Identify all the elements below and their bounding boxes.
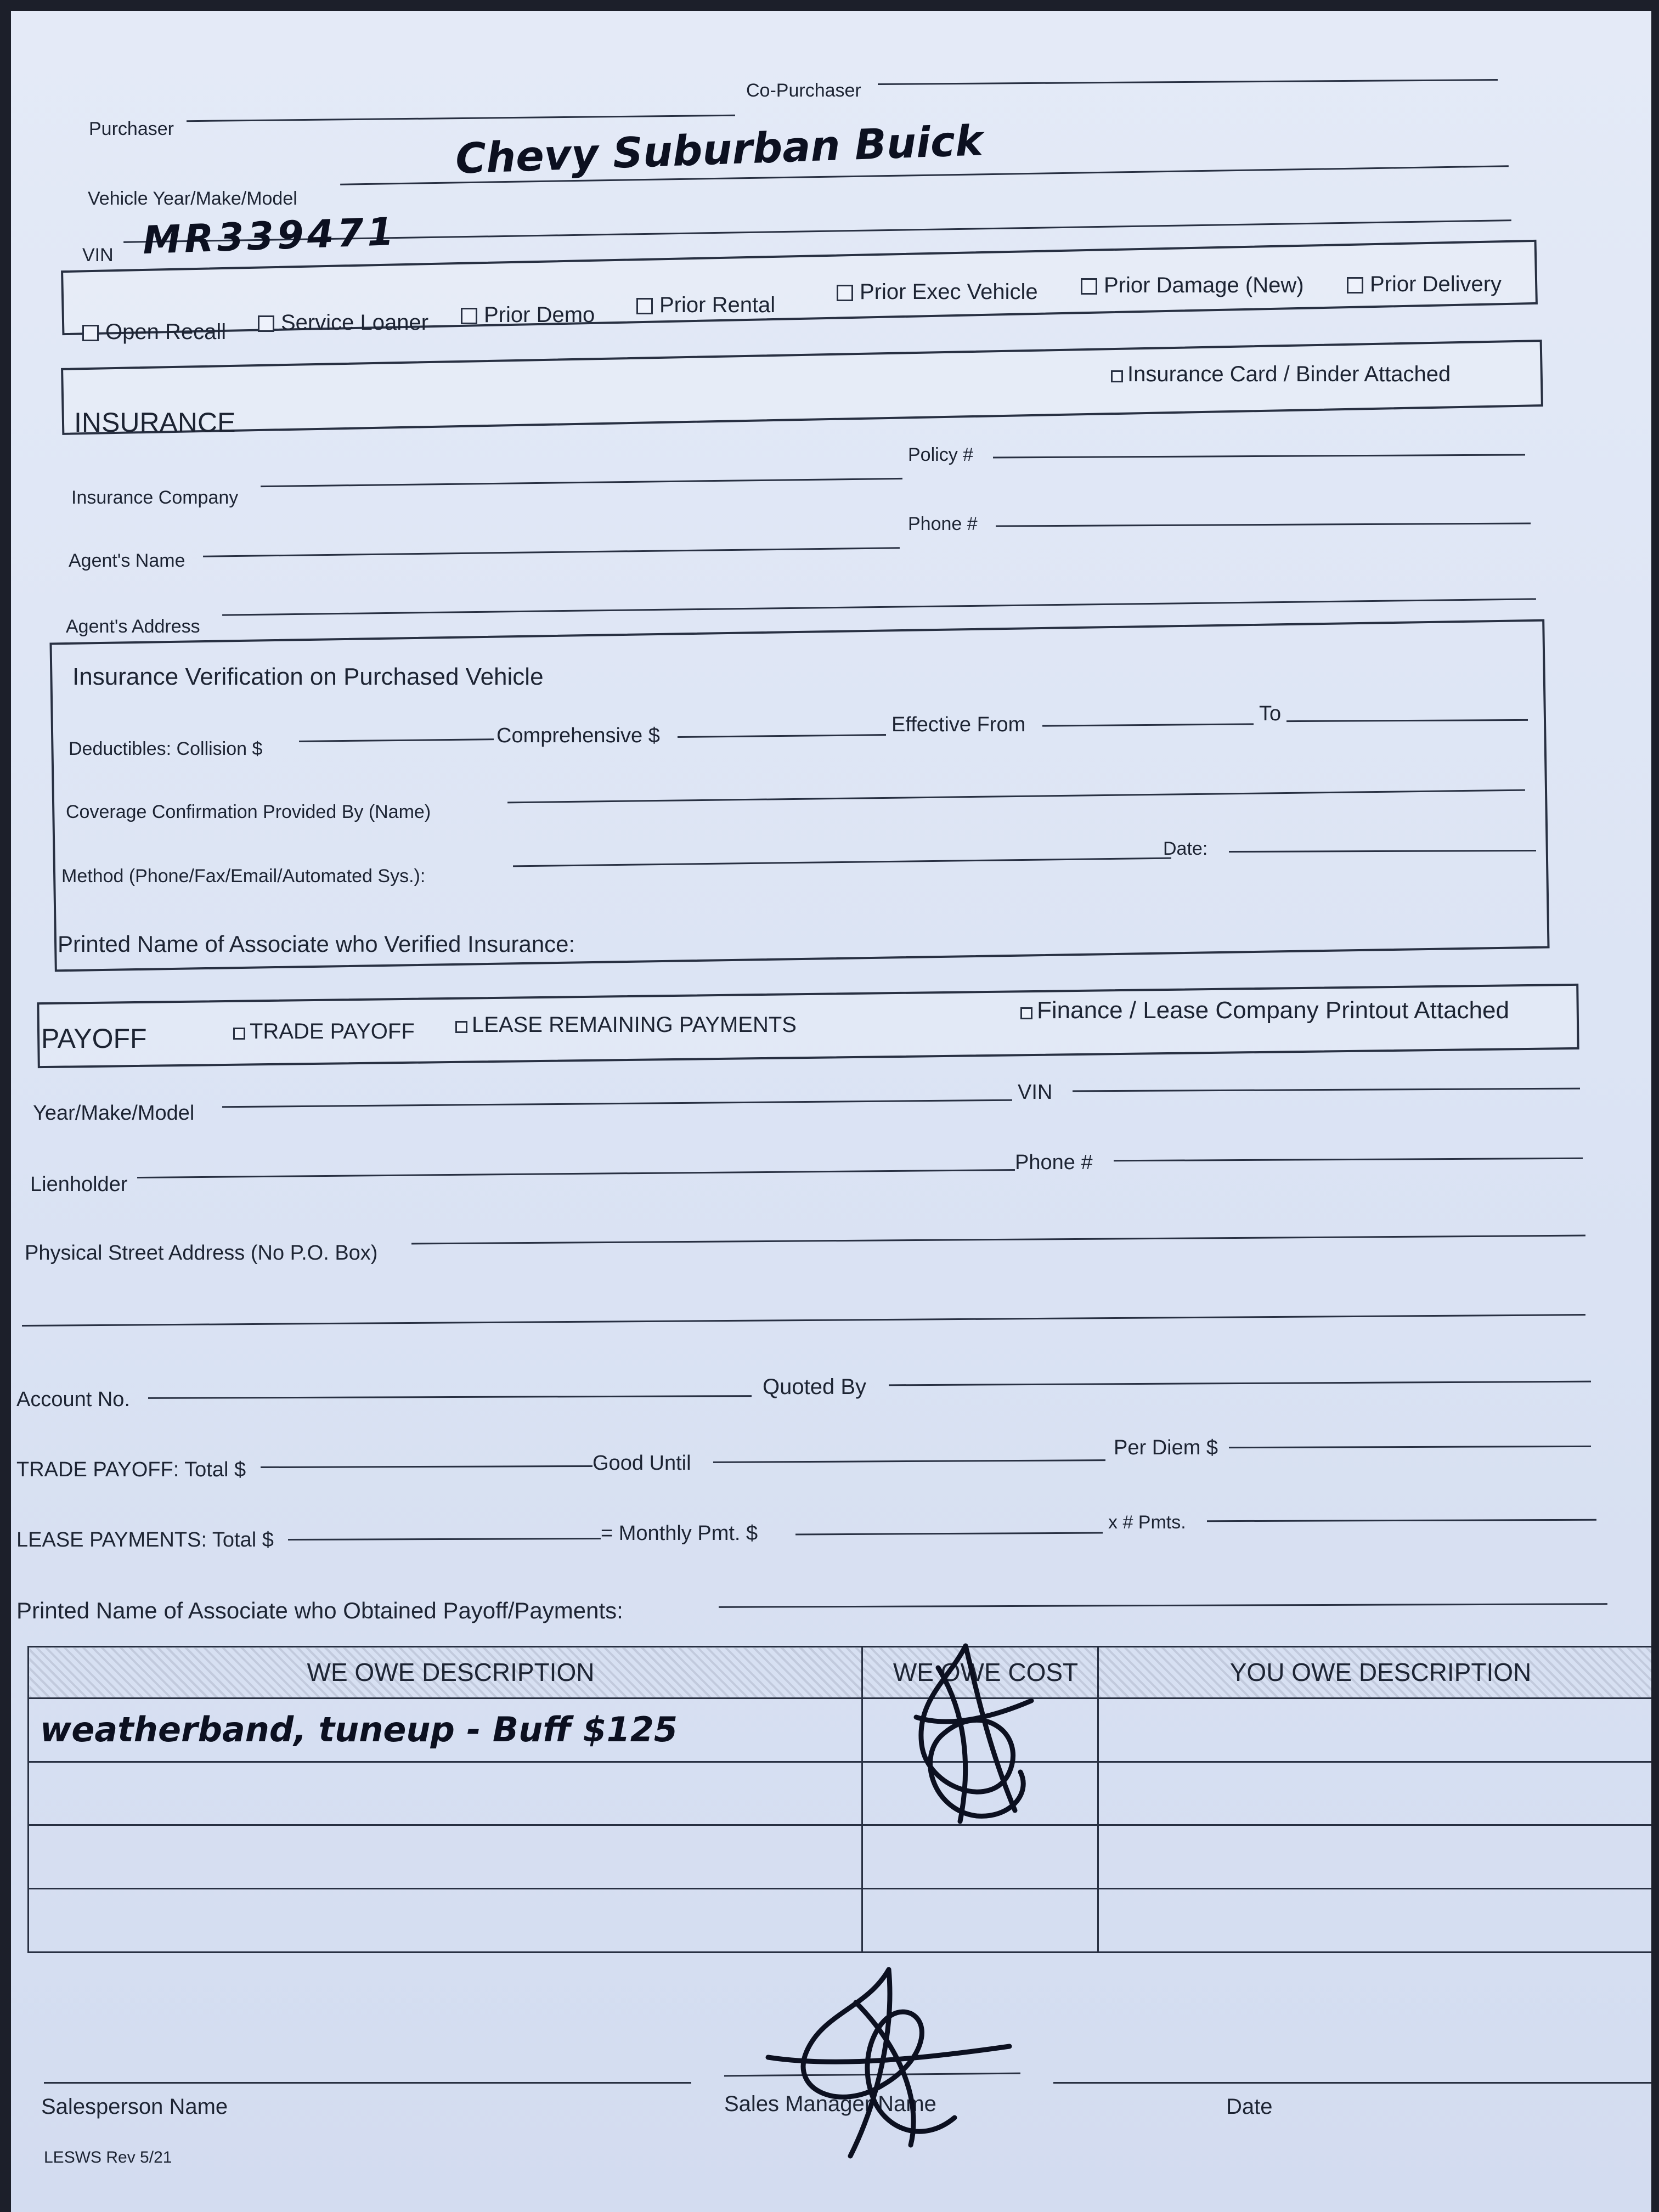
- agent-phone-line[interactable]: [996, 522, 1531, 527]
- we-owe-handwriting: weatherband, tuneup - Buff $125: [40, 1709, 678, 1750]
- agent-address-line[interactable]: [222, 598, 1536, 616]
- table-header-row: [29, 1647, 1652, 1699]
- table-cell[interactable]: [29, 1825, 862, 1889]
- table-row: [29, 1698, 1652, 1762]
- table-cell[interactable]: [1098, 1825, 1652, 1889]
- checkbox-icon[interactable]: [1111, 370, 1123, 382]
- we-owe-description-header: WE OWE DESCRIPTION: [29, 1647, 862, 1699]
- table-cell[interactable]: [1098, 1762, 1652, 1825]
- salesperson-name-label: Salesperson Name: [41, 2095, 228, 2119]
- deductibles-collision-label: Deductibles: Collision $: [69, 738, 263, 759]
- checkbox-icon[interactable]: [837, 285, 853, 301]
- checkbox-icon[interactable]: [636, 298, 653, 314]
- verified-by-label: Printed Name of Associate who Verified Insurance:: [58, 931, 575, 957]
- verification-date-label: Date:: [1163, 838, 1208, 859]
- coverage-confirmation-label: Coverage Confirmation Provided By (Name): [66, 802, 431, 822]
- initials-signature-icon: [883, 1635, 1048, 1832]
- sales-manager-name-label: Sales Manager Name: [724, 2092, 936, 2116]
- trade-payoff-total-line[interactable]: [261, 1465, 592, 1468]
- you-owe-description-header: YOU OWE DESCRIPTION: [1098, 1647, 1652, 1699]
- table-cell[interactable]: [29, 1889, 862, 1953]
- checkbox-icon[interactable]: [258, 315, 274, 332]
- checkbox-icon[interactable]: [1347, 277, 1363, 294]
- table-row: [29, 1762, 1652, 1825]
- insurance-title: INSURANCE: [74, 407, 236, 438]
- checkbox-icon[interactable]: [461, 308, 477, 324]
- lease-payments-total-label: LEASE PAYMENTS: Total $: [16, 1528, 274, 1551]
- vehicle-handwriting: Chevy Suburban Buick: [454, 116, 984, 183]
- quoted-by-line[interactable]: [889, 1381, 1591, 1386]
- policy-line[interactable]: [993, 454, 1525, 458]
- trade-payoff-total-label: TRADE PAYOFF: Total $: [16, 1458, 246, 1481]
- insurance-band: [61, 340, 1543, 438]
- effective-from-label: Effective From: [891, 713, 1026, 736]
- insurance-company-line[interactable]: [261, 478, 902, 487]
- table-cell[interactable]: [1098, 1698, 1652, 1762]
- date-signature-line[interactable]: [1053, 2082, 1651, 2084]
- we-owe-cost-header: WE OWE COST: [862, 1647, 1098, 1699]
- comprehensive-label: Comprehensive $: [496, 724, 660, 747]
- good-until-line[interactable]: [713, 1459, 1105, 1463]
- street-address-label: Physical Street Address (No P.O. Box): [25, 1242, 378, 1265]
- agent-name-line[interactable]: [203, 547, 900, 557]
- salesperson-signature-line[interactable]: [44, 2082, 691, 2084]
- agent-name-label: Agent's Name: [69, 550, 185, 571]
- table-row: [29, 1889, 1652, 1953]
- form-code: LESWS Rev 5/21: [44, 2148, 172, 2166]
- lienholder-label: Lienholder: [30, 1173, 128, 1196]
- policy-label: Policy #: [908, 444, 974, 465]
- quoted-by-label: Quoted By: [763, 1375, 867, 1399]
- flag-open-recall[interactable]: Open Recall: [82, 321, 226, 343]
- flag-prior-exec-vehicle[interactable]: Prior Exec Vehicle: [837, 281, 1038, 303]
- street-address-line[interactable]: [411, 1235, 1585, 1245]
- agent-address-label: Agent's Address: [66, 616, 200, 637]
- checkbox-icon[interactable]: [1020, 1007, 1032, 1019]
- flag-prior-rental[interactable]: Prior Rental: [636, 294, 775, 316]
- insurance-company-label: Insurance Company: [71, 487, 239, 508]
- purchaser-label: Purchaser: [89, 119, 174, 139]
- printout-attached[interactable]: Finance / Lease Company Printout Attached: [1020, 998, 1509, 1023]
- street-address-line-2[interactable]: [22, 1314, 1585, 1327]
- number-of-payments-line[interactable]: [1207, 1519, 1596, 1522]
- payoff-obtained-by-label: Printed Name of Associate who Obtained Payoff/Payments:: [16, 1598, 623, 1623]
- checkbox-icon[interactable]: [455, 1021, 467, 1033]
- flag-prior-delivery[interactable]: Prior Delivery: [1347, 273, 1502, 295]
- lease-payments-total-line[interactable]: [288, 1538, 601, 1541]
- flag-prior-damage-new[interactable]: Prior Damage (New): [1081, 274, 1304, 296]
- purchaser-line[interactable]: [187, 115, 735, 122]
- payoff-title: PAYOFF: [41, 1023, 147, 1054]
- lease-remaining-option[interactable]: LEASE REMAINING PAYMENTS: [455, 1014, 797, 1036]
- manager-signature-icon: [757, 1964, 1020, 2162]
- good-until-label: Good Until: [592, 1452, 691, 1475]
- table-cell[interactable]: [862, 1825, 1098, 1889]
- payoff-vin-label: VIN: [1018, 1081, 1053, 1104]
- per-diem-line[interactable]: [1229, 1446, 1591, 1448]
- payoff-ymm-line[interactable]: [222, 1099, 1012, 1108]
- table-cell[interactable]: [862, 1889, 1098, 1953]
- to-label: To: [1259, 702, 1282, 725]
- monthly-payment-label: = Monthly Pmt. $: [601, 1522, 758, 1545]
- vin-handwriting: MR339471: [142, 208, 398, 263]
- insurance-card-attached[interactable]: Insurance Card / Binder Attached: [1111, 363, 1451, 385]
- checkbox-icon[interactable]: [82, 325, 99, 341]
- table-cell[interactable]: [29, 1698, 862, 1762]
- account-no-label: Account No.: [16, 1388, 130, 1411]
- table-cell[interactable]: [1098, 1889, 1652, 1953]
- table-row: [29, 1825, 1652, 1889]
- flag-service-loaner[interactable]: Service Loaner: [258, 312, 428, 334]
- vehicle-label: Vehicle Year/Make/Model: [88, 188, 297, 209]
- checkbox-icon[interactable]: [233, 1028, 245, 1040]
- form-paper: [11, 11, 1651, 2212]
- table-cell[interactable]: [29, 1762, 862, 1825]
- co-purchaser-label: Co-Purchaser: [746, 80, 861, 101]
- payoff-ymm-label: Year/Make/Model: [33, 1102, 195, 1125]
- method-label: Method (Phone/Fax/Email/Automated Sys.):: [61, 866, 426, 887]
- per-diem-label: Per Diem $: [1114, 1436, 1218, 1459]
- account-no-line[interactable]: [148, 1395, 752, 1399]
- vin-label: VIN: [82, 245, 114, 266]
- payoff-obtained-by-line[interactable]: [719, 1603, 1607, 1608]
- number-of-payments-label: x # Pmts.: [1108, 1512, 1186, 1533]
- lienholder-phone-line[interactable]: [1114, 1158, 1583, 1161]
- verification-title: Insurance Verification on Purchased Vehicle: [72, 663, 544, 690]
- signature-date-label: Date: [1226, 2095, 1273, 2119]
- co-purchaser-line[interactable]: [878, 79, 1498, 85]
- checkbox-icon[interactable]: [1081, 278, 1097, 295]
- we-owe-table: [27, 1646, 1651, 1953]
- lienholder-line[interactable]: [137, 1169, 1015, 1178]
- trade-payoff-option[interactable]: TRADE PAYOFF: [233, 1020, 415, 1042]
- lienholder-phone-label: Phone #: [1015, 1151, 1093, 1174]
- monthly-payment-line[interactable]: [795, 1532, 1103, 1536]
- flag-prior-demo[interactable]: Prior Demo: [461, 304, 595, 326]
- payoff-vin-line[interactable]: [1073, 1088, 1580, 1092]
- agent-phone-label: Phone #: [908, 514, 978, 534]
